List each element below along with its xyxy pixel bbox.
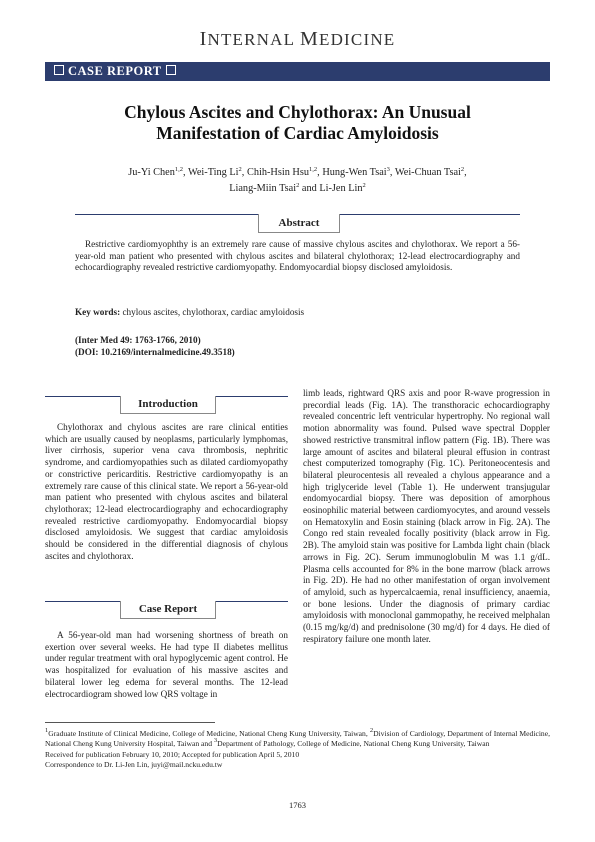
author-name: Liang-Miin Tsai	[229, 183, 297, 194]
abstract-heading: Abstract	[258, 214, 340, 233]
case-report-paragraph-left: A 56-year-old man had worsening shortness of breath on exertion over several weeks. He had type II diabetes mellitus under regular treatment with oral hypoglycemic agent control. He was hospitalized for evaluation of his massive ascites and bilateral lower leg edema for several months. The 12-lead electrocardiogram showed low QRS voltage in	[45, 630, 288, 699]
case-report-body-left	[45, 630, 288, 700]
footnote-rule	[45, 722, 215, 723]
introduction-paragraph: Chylothorax and chylous ascites are rare clinical entities which are usually caused by neoplasms, particularly lymphomas, liver cirrhosis, superior vena cava thrombosis, nephritic syndrome, and cardiomyopathies such as dilated cardiomyopathy or constrictive pericarditis. Restrictive cardiomyopathy is an extremely rare cause of this clinical state. We report a 56-year-old man patient who presented with chylous ascites and bilateral chylothorax; 12-lead electrocardiography and echocardiography revealed restrictive cardiomyopathy. Endomyocardial biopsy disclosed amyloidosis. We suggest that cardiac amyloidosis should be considered in the differential diagnosis of chylous ascites and chylothorax.	[45, 422, 288, 561]
citation-doi: (DOI: 10.2169/internalmedicine.49.3518)	[75, 347, 235, 357]
aff-text-1: Graduate Institute of Clinical Medicine, College of Medicine, National Cheng Kung University, Taiwan,	[48, 729, 370, 738]
author-separator: ,	[183, 167, 188, 178]
journal-word-medicine: EDICINE	[319, 30, 396, 49]
title-line-1: Chylous Ascites and Chylothorax: An Unusual	[124, 102, 471, 122]
author-separator: ,	[317, 167, 323, 178]
correspondence: Correspondence to Dr. Li-Jen Lin, juyi@mail.ncku.edu.tw	[45, 760, 223, 770]
section-band-text: CASE REPORT	[68, 64, 162, 78]
author-name: Li-Jen Lin	[319, 183, 363, 194]
author-affiliation-mark: 2	[362, 182, 366, 189]
author-name: Wei-Chuan Tsai	[394, 167, 461, 178]
author-name: Ju-Yi Chen	[128, 167, 175, 178]
keywords-text: chylous ascites, chylothorax, cardiac amyloidosis	[120, 307, 305, 317]
author-name: Wei-Ting Li	[187, 167, 239, 178]
author-affiliation-mark: 3	[386, 166, 390, 173]
case-report-body-right	[303, 388, 550, 645]
author-affiliation-mark: 1,2	[174, 166, 183, 173]
introduction-body	[45, 422, 288, 562]
journal-initial-i: I	[199, 28, 208, 50]
square-icon	[54, 65, 64, 75]
author-name: Hung-Wen Tsai	[322, 167, 387, 178]
keywords	[75, 307, 520, 319]
author-separator: ,	[464, 167, 467, 178]
aff-mark-3: 3	[213, 737, 218, 745]
author-affiliation-mark: 2	[296, 182, 300, 189]
author-name: Chih-Hsin Hsu	[246, 167, 310, 178]
author-affiliation-mark: 2	[238, 166, 242, 173]
author-affiliation-mark: 1,2	[309, 166, 318, 173]
journal-initial-m: M	[300, 28, 319, 50]
page-number: 1763	[289, 800, 306, 810]
author-list	[60, 165, 535, 197]
abstract-text: Restrictive cardiomyophthy is an extremely rare cause of massive chylous ascites and chylothorax. We report a 56-year-old man patient who presented with chylous ascites and bilateral chylothorax; 12-lead electrocardiography and echocardiography revealed restrictive cardiomyopathy. Endomyocardial biopsy disclosed amyloidosis.	[75, 239, 520, 273]
affiliations	[45, 729, 550, 750]
case-report-paragraph-right: limb leads, rightward QRS axis and poor R-wave progression in precordial leads (Fig. 1A). The transthoracic echocardiography revealed concentric left ventricular hypertrophy. No regional wall motion abnormality was found. Pulsed wave spectral Doppler showed restrictive transmitral inflow pattern (Fig. 1B). There was large amount of ascites and bilateral pleural effusion in contrast chest computerized tomography (Fig. 1C). Peritoneocentesis and bilateral pleurocentesis all revealed a chylous appearance and a high triglyceride level (Table 1). He underwent transjugular endomyocardial biopsy. There was deposition of amorphous eosinophilic material between cardiomyocytes, and around vessels on Hematoxylin and Eosin staining (black arrow in Fig. 2A). The Congo red stain revealed focally positivity (black arrow in Fig. 2B). The amyloid stain was positive for Lambda light chain (black arrows in Fig. 2C). Serum immunoglobulin M was 1.1 g/dL. Plasma cells accounted for 8% in the bone marrow (black arrows in Fig. 2D). He had no other manifestation of organ involvement of amyloid, such as hypercalcaemia, renal insufficiency, anaemia, or bone lesions. Under the diagnosis of primary cardiac amyloidosis with monoclonal gammopathy, he received melphalan (0.15 mg/kg/d) and prednisolone (30 mg/d) for 4 days. He died of respiratory failure one month later.	[303, 388, 550, 644]
keywords-label: Key words:	[75, 307, 121, 317]
section-band-label	[50, 63, 180, 80]
aff-mark-1: 1	[45, 727, 49, 734]
aff-mark-2: 2	[369, 727, 374, 734]
title-line-2: Manifestation of Cardiac Amyloidosis	[156, 123, 439, 143]
received-dates: Received for publication February 10, 2010; Accepted for publication April 5, 2010	[45, 749, 300, 759]
citation-journal: (Inter Med 49: 1763-1766, 2010)	[75, 335, 201, 345]
introduction-heading: Introduction	[120, 396, 216, 414]
square-icon	[166, 65, 176, 75]
author-separator: ,	[389, 167, 395, 178]
author-separator: and	[299, 183, 320, 194]
case-report-heading: Case Report	[120, 601, 216, 619]
aff-text-3: Department of Pathology, College of Medicine, National Cheng Kung University, Taiwan	[217, 739, 490, 749]
journal-word-internal: NTERNAL	[207, 30, 295, 49]
author-affiliation-mark: 2	[460, 166, 465, 173]
journal-name	[0, 28, 595, 51]
article-title	[60, 102, 535, 144]
aff-text-2: Division of Cardiology, Department of Internal Medicine, National Cheng Kung University Hospital, Taiwan and	[45, 729, 550, 749]
footnotes	[45, 729, 550, 771]
citation	[75, 334, 235, 358]
author-separator: ,	[241, 167, 247, 178]
